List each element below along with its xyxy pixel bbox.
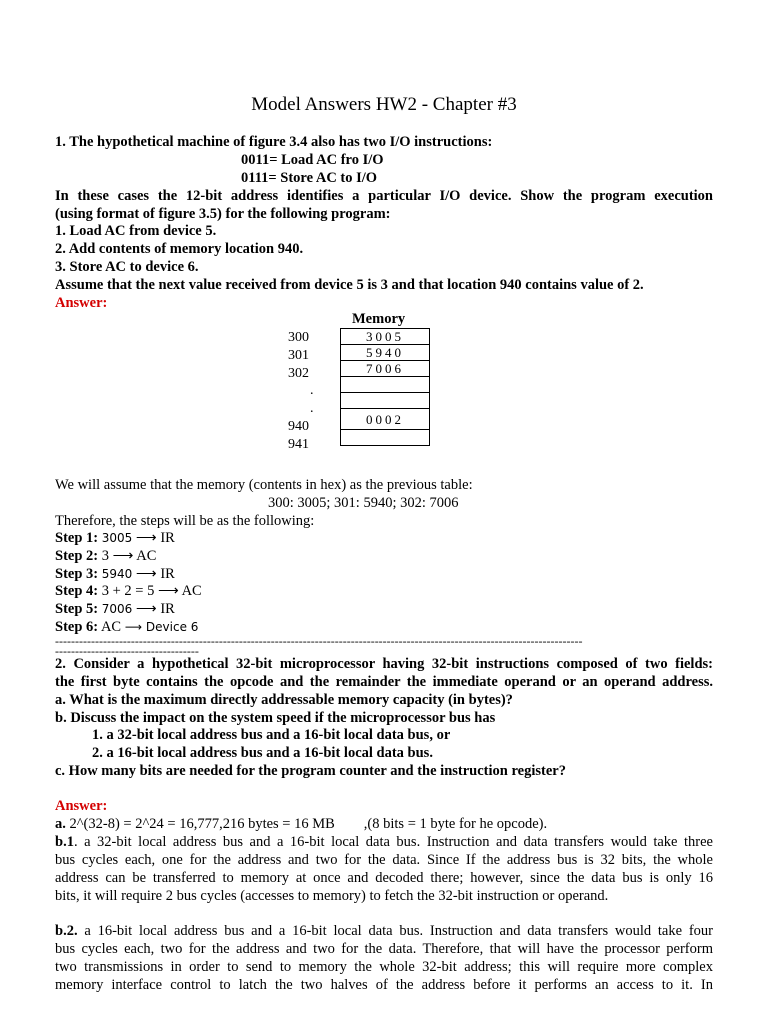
q2-answer-b1-line: address can be transferred to memory at once and decoded there; however, since the data bus is only 16	[55, 870, 713, 886]
q2-answer-b1-line	[55, 833, 713, 851]
step-target: ⟶ IR	[132, 566, 175, 582]
answer-a-label: a.	[55, 816, 66, 832]
step-target: ⟶ IR	[132, 530, 175, 546]
step-value: 5940	[101, 567, 133, 581]
memory-cell	[341, 393, 430, 409]
q2-answer-a	[55, 815, 713, 833]
step-label: Step 1:	[55, 530, 99, 546]
step-row	[55, 565, 713, 583]
step-value: 3005	[101, 531, 133, 545]
q2-answer-b2-line: memory interface control to latch the two halves of the address before it performs an access to it. In	[55, 977, 713, 993]
q1-program-item: 3. Store AC to device 6.	[55, 259, 199, 275]
q1-paragraph-line1: In these cases the 12-bit address identifies a particular I/O device. Show the program execution	[55, 188, 713, 204]
q2-answer-b2-line	[55, 922, 713, 940]
q2-heading-line2: the first byte contains the opcode and the remainder the immediate operand or an operand address.	[55, 674, 713, 690]
memory-address: 941	[288, 437, 309, 452]
memory-address: 300	[288, 330, 309, 345]
step-row	[55, 600, 713, 618]
step-row	[55, 547, 713, 565]
memory-cell: 3005	[341, 329, 430, 345]
memory-cell: 7006	[341, 361, 430, 377]
q2-answer-label: Answer:	[55, 798, 108, 814]
step-label: Step 5:	[55, 601, 99, 617]
memory-address: 301	[288, 348, 309, 363]
step-value: AC	[100, 619, 122, 635]
q1-instruction-load: 0011= Load AC fro I/O	[241, 152, 384, 168]
q2-answer-b1-line: bits, it will require 2 bus cycles (accesses to memory) to fetch the 32-bit instruction or operand.	[55, 888, 609, 904]
step-value: 7006	[101, 602, 133, 616]
answer-b2-text: a 16-bit local address bus and a 16-bit local data bus. Instruction and data transfers would take four	[77, 923, 713, 939]
q1-program-item: 2. Add contents of memory location 940.	[55, 241, 304, 257]
step-target: ⟶ Device 6	[121, 620, 199, 634]
q2-part-b: b. Discuss the impact on the system speed if the microprocessor bus has	[55, 710, 496, 726]
step-label: Step 4:	[55, 583, 99, 599]
q1-program-item: 1. Load AC from device 5.	[55, 223, 217, 239]
step-label: Step 3:	[55, 566, 99, 582]
step-label: Step 2:	[55, 548, 99, 564]
step-label: Step 6:	[55, 619, 99, 635]
step-target: ⟶ AC	[108, 548, 157, 564]
q2-part-c: c. How many bits are needed for the program counter and the instruction register?	[55, 763, 566, 779]
answer-b1-text: . a 32-bit local address bus and a 16-bit local data bus. Instruction and data transfers would take three	[73, 834, 713, 850]
answer-b1-label: b.1	[55, 834, 74, 850]
steps-memory-summary: 300: 3005; 301: 5940; 302: 7006	[268, 495, 459, 511]
steps-intro: Therefore, the steps will be as the following:	[55, 513, 315, 529]
step-row	[55, 582, 713, 600]
step-row	[55, 529, 713, 547]
memory-table	[340, 328, 430, 446]
q2-answer-b2-line: bus cycles each, two for the address and two for the data. Therefore, that will have the processor perform	[55, 941, 713, 957]
memory-address: 302	[288, 366, 309, 381]
memory-address: .	[310, 383, 314, 398]
step-target: ⟶ AC	[154, 583, 202, 599]
q2-answer-b2-line: two transmissions in order to send to memory the whole 32-bit address; this will require more complex	[55, 959, 713, 975]
memory-cell	[341, 377, 430, 393]
q1-paragraph-line2: (using format of figure 3.5) for the following program:	[55, 206, 391, 222]
q1-instruction-store: 0111= Store AC to I/O	[241, 170, 378, 186]
memory-label: Memory	[352, 311, 406, 327]
answer-b2-label: b.2.	[55, 923, 78, 939]
q2-heading-line1: 2. Consider a hypothetical 32-bit microprocessor having 32-bit instructions composed of two fields:	[55, 656, 713, 672]
memory-cell: 0002	[341, 409, 430, 430]
steps-intro: We will assume that the memory (contents in hex) as the previous table:	[55, 477, 473, 493]
section-divider: ------------------------------------------------------------------------------------------------------------------------------------------------------------------------	[55, 634, 583, 658]
q2-answer-b1-line: bus cycles each, one for the address and two for the data. Since If the address bus is 32 bits, the whole	[55, 852, 713, 868]
page-title: Model Answers HW2 - Chapter #3	[251, 94, 517, 115]
q2-part-b2: 2. a 16-bit local address bus and a 16-bit local data bus.	[92, 745, 433, 761]
answer-a-text: 2^(32-8) = 2^24 = 16,777,216 bytes = 16 MB ,(8 bits = 1 byte for he opcode).	[65, 816, 548, 832]
step-value: 3 + 2 = 5	[101, 583, 155, 599]
memory-cell: 5940	[341, 345, 430, 361]
memory-address: 940	[288, 419, 309, 434]
step-value: 3	[101, 548, 109, 564]
q2-part-a: a. What is the maximum directly addressable memory capacity (in bytes)?	[55, 692, 513, 708]
q1-heading: 1. The hypothetical machine of figure 3.4 also has two I/O instructions:	[55, 134, 493, 150]
q2-part-b1: 1. a 32-bit local address bus and a 16-bit local data bus, or	[92, 727, 451, 743]
q1-answer-label: Answer:	[55, 295, 108, 311]
memory-cell	[341, 430, 430, 446]
step-target: ⟶ IR	[132, 601, 175, 617]
q1-assumption: Assume that the next value received from device 5 is 3 and that location 940 contains value of 2.	[55, 277, 644, 293]
memory-address: .	[310, 401, 314, 416]
